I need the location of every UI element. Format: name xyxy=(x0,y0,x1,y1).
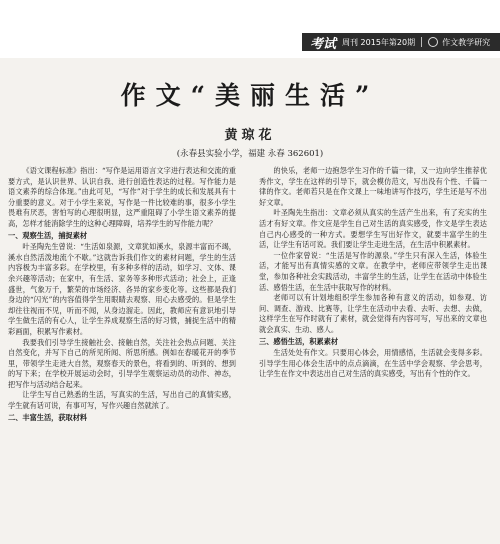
body-paragraph: 叶圣陶先生曾说：“生活如泉源，文章犹如溪水，泉源丰富而不竭，溪水自然活泼地流个不歇。”这就告诉我们作文的素材问题，学生的生活内容极为丰富多彩。在学校里，有多种多样的活动，如学习、文体、课余兴趣等活动；在家中，有生活、家务等多种形式活动；社会上，正逢盛世，气象万千，繁荣的市场经济、各异的家乡变化等。这些都是我们身边的“闪光”的内容值得学生用眼睛去观察、用心去感受的。但是学生却往往视而不见，听而不闻，从身边溜走。因此，教师应有意识地引导学生做生活的有心人，让学生养成观察生活的好习惯，捕捉生活中的精彩画面，积累写作素材。 xyxy=(8,242,236,336)
body-paragraph: 让学生写自己熟悉的生活，写真实的生活，写出自己的真情实感，学生就有话可说，有事可写，写作兴趣自然就浓了。 xyxy=(8,390,236,411)
body-paragraph: 的快乐，老师一边抱怨学生习作的千篇一律，又一边向学生推荐优秀作文，学生在这样的引导下，就会模仿范文，写出没有个性、千篇一律的作文。老师若只是在作文课上一味地讲写作技巧，学生还是写不出好文章。 xyxy=(259,166,487,207)
section-heading: 一、观察生活，捕捉素材 xyxy=(8,230,88,240)
body-paragraph: 一位作家曾说：“生活是写作的源泉。”学生只有深入生活，体验生活，才能写出有真情实感的文章。在教学中，老师应带领学生走出课堂，参加各种社会实践活动，丰富学生的生活，让学生在活动中体验生活、感悟生活，在生活中获取写作的材料。 xyxy=(259,250,487,292)
section-heading: 三、感悟生活，积累素材 xyxy=(259,336,339,346)
article-author: 黄琼花 xyxy=(224,128,276,143)
circle-icon xyxy=(428,37,438,47)
right-text-column xyxy=(259,166,487,544)
body-paragraph: 生活处处有作文。只要用心体会，用情感悟，生活就会变得多彩。引导学生用心体会生活中的点点滴滴，在生活中学会观察、学会思考，让学生在作文中表达出自己对生活的真实感受，写出有个性的作文。 xyxy=(259,348,487,379)
body-paragraph: 老师可以有计划地组织学生参加各种有意义的活动，如参观、访问、调查、游戏、比赛等，让学生在活动中去看、去听、去想、去做，这样学生在写作时就有了素材，就会觉得有内容可写，写出来的文章也就会真实、生动、感人。 xyxy=(259,293,487,334)
journal-brand: 考试 xyxy=(310,36,337,52)
header-divider xyxy=(421,37,422,47)
journal-issue: 周刊 2015年第20期 xyxy=(342,37,416,47)
left-text-column xyxy=(8,166,236,544)
article-title: 作文“美丽生活” xyxy=(120,81,380,110)
body-paragraph: 叶圣陶先生指出：文章必须从真实的生活产生出来，有了充实的生活才有好文章。作文应是学生自己对生活的真实感受，作文是学生表达自己内心感受的一种方式。要想学生写出好作文，就要丰富学生的生活，让学生有话可说。我们要让学生走进生活，在生活中积累素材。 xyxy=(259,208,487,250)
column-name: 作文教学研究 xyxy=(442,37,491,47)
author-affiliation: (永春县实验小学，福建 永春 362601) xyxy=(176,149,324,159)
running-header xyxy=(302,33,500,51)
body-paragraph: 《语文课程标准》指出：“写作是运用语言文字进行表达和交流的重要方式，是认识世界、认识自我、进行创造性表达的过程。写作能力是语文素养的综合体现。”由此可见，“写作”对于学生的成长和发展具有十分重要的意义。对于小学生来说，写作是一件比较难的事，很多小学生畏难有厌恶，害怕写的心理很明显，这严重阻碍了小学生语文素养的提高，怎样才能消除学生的这种心理障碍，培养学生的写作能力呢？ xyxy=(8,166,236,228)
body-paragraph: 我要我们引导学生接触社会、接触自然，关注社会热点问题、关注自然变化，并写下自己的所见所闻、所思所感。例如在春暖花开的季节里，带领学生走进大自然，观察春天的景色，将看到的、听到的、想到的写下来；在学校开展运动会时，引导学生观察运动员的动作、神态，把写作与活动结合起来。 xyxy=(8,337,236,389)
page-header xyxy=(0,0,500,58)
section-heading: 二、丰富生活，获取材料 xyxy=(8,412,88,422)
